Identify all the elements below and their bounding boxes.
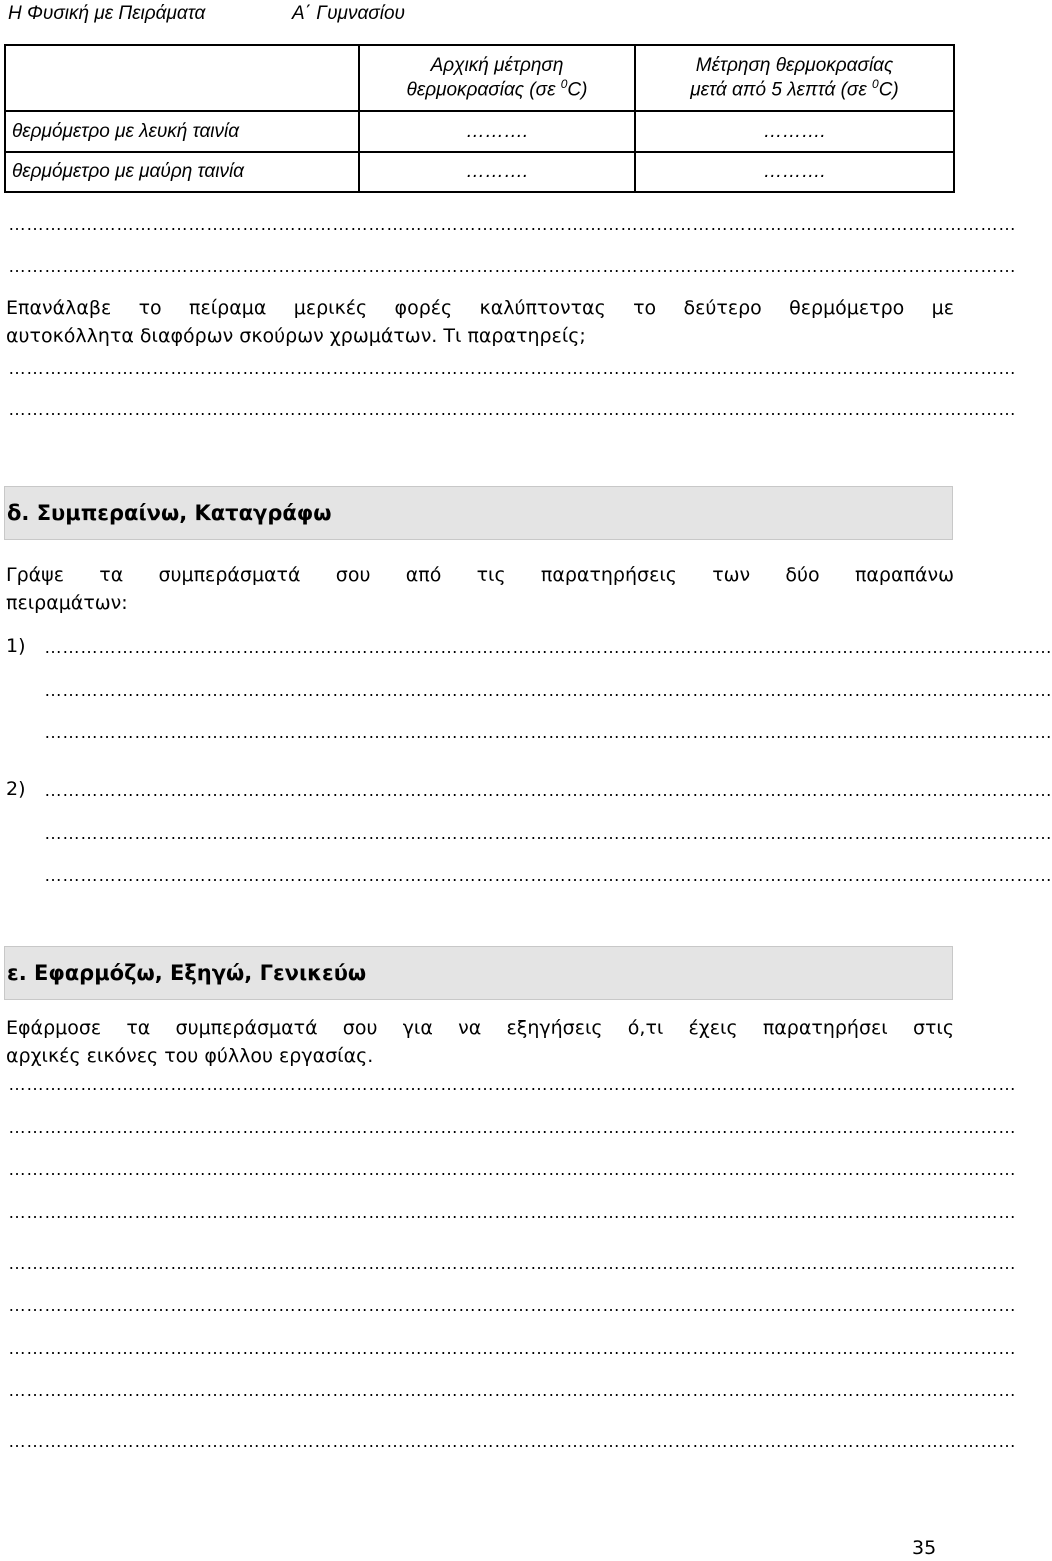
answer-line[interactable]: …………………………………………………………………………………………………………………………………………………… — [8, 1253, 1016, 1273]
degree-sup: 0 — [560, 76, 568, 91]
answer-line[interactable]: …………………………………………………………………………………………………………………………………………………… — [8, 1159, 1016, 1179]
section-e-banner — [4, 946, 953, 1000]
initial-temp-header-line1: Αρχική μέτρηση — [430, 54, 564, 76]
answer-line[interactable]: …………………………………………………………………………………………………………………………………………………… — [8, 1380, 1016, 1400]
repeat-paragraph-line2: αυτοκόλλητα διαφόρων σκούρων χρωμάτων. Τι παρατηρείς; — [6, 325, 586, 347]
answer-line[interactable]: …………………………………………………………………………………………………………………………………………………… — [8, 214, 1016, 234]
item-1-label: 1) — [6, 635, 26, 657]
section-d-line2: πειραμάτων: — [6, 592, 128, 614]
answer-line[interactable]: …………………………………………………………………………………………………………………………………………………… — [44, 823, 1052, 843]
initial-temp-value[interactable]: ………. — [359, 111, 635, 152]
initial-temp-value[interactable]: ………. — [359, 152, 635, 192]
section-e-title: ε. Εφαρμόζω, Εξηγώ, Γενικεύω — [7, 961, 367, 985]
answer-line[interactable]: …………………………………………………………………………………………………………………………………………………… — [44, 722, 1052, 742]
after-temp-header-line2: μετά από 5 λεπτά (σε $^0$C) — [690, 76, 899, 101]
answer-line[interactable]: …………………………………………………………………………………………………………………………………………………… — [8, 1431, 1016, 1451]
measurement-table — [4, 44, 955, 193]
answer-line[interactable]: …………………………………………………………………………………………………………………………………………………… — [44, 680, 1052, 700]
after-temp-header — [635, 45, 954, 111]
answer-line[interactable]: …………………………………………………………………………………………………………………………………………………… — [8, 358, 1016, 378]
after-temp-value[interactable]: ………. — [635, 111, 954, 152]
section-e-line2: αρχικές εικόνες του φύλλου εργασίας. — [6, 1045, 374, 1067]
section-d-banner — [4, 486, 953, 540]
row-label: θερμόμετρο με λευκή ταινία — [5, 111, 359, 152]
answer-line[interactable]: …………………………………………………………………………………………………………………………………………………… — [44, 865, 1052, 885]
after-temp-value[interactable]: ………. — [635, 152, 954, 192]
answer-line[interactable]: …………………………………………………………………………………………………………………………………………………… — [44, 637, 1052, 657]
initial-temp-header-line2: θερμοκρασίας (σε $^0$C) — [406, 76, 588, 101]
section-e-line1: Εφάρμοσε τα συμπεράσματά σου για να εξηγήσεις ό,τι έχεις παρατηρήσει στις — [6, 1017, 954, 1039]
table-row — [5, 111, 954, 152]
table-header-row — [5, 45, 954, 111]
answer-line[interactable]: …………………………………………………………………………………………………………………………………………………… — [8, 256, 1016, 276]
header-grade: Α΄ Γυμνασίου — [292, 3, 405, 24]
header-title: Η Φυσική με Πειράματα — [8, 3, 206, 24]
page-number: 35 — [912, 1537, 937, 1559]
section-d-title: δ. Συμπεραίνω, Καταγράφω — [7, 501, 332, 525]
initial-temp-header — [359, 45, 635, 111]
item-2-label: 2) — [6, 778, 26, 800]
answer-line[interactable]: …………………………………………………………………………………………………………………………………………………… — [8, 1202, 1016, 1222]
section-d-line1: Γράψε τα συμπεράσματά σου από τις παρατηρήσεις των δύο παραπάνω — [6, 564, 954, 586]
answer-line[interactable]: …………………………………………………………………………………………………………………………………………………… — [8, 1117, 1016, 1137]
answer-line[interactable]: …………………………………………………………………………………………………………………………………………………… — [44, 780, 1052, 800]
repeat-paragraph-line1: Επανάλαβε το πείραμα μερικές φορές καλύπτοντας το δεύτερο θερμόμετρο με — [6, 297, 954, 319]
row-label: θερμόμετρο με μαύρη ταινία — [5, 152, 359, 192]
answer-line[interactable]: …………………………………………………………………………………………………………………………………………………… — [8, 399, 1016, 419]
answer-line[interactable]: …………………………………………………………………………………………………………………………………………………… — [8, 1295, 1016, 1315]
answer-line[interactable]: …………………………………………………………………………………………………………………………………………………… — [8, 1338, 1016, 1358]
table-row — [5, 152, 954, 192]
after-temp-header-line1: Μέτρηση θερμοκρασίας — [695, 54, 894, 76]
degree-sup: 0 — [872, 76, 879, 91]
table-corner-cell — [5, 45, 359, 111]
answer-line[interactable]: …………………………………………………………………………………………………………………………………………………… — [8, 1074, 1016, 1094]
